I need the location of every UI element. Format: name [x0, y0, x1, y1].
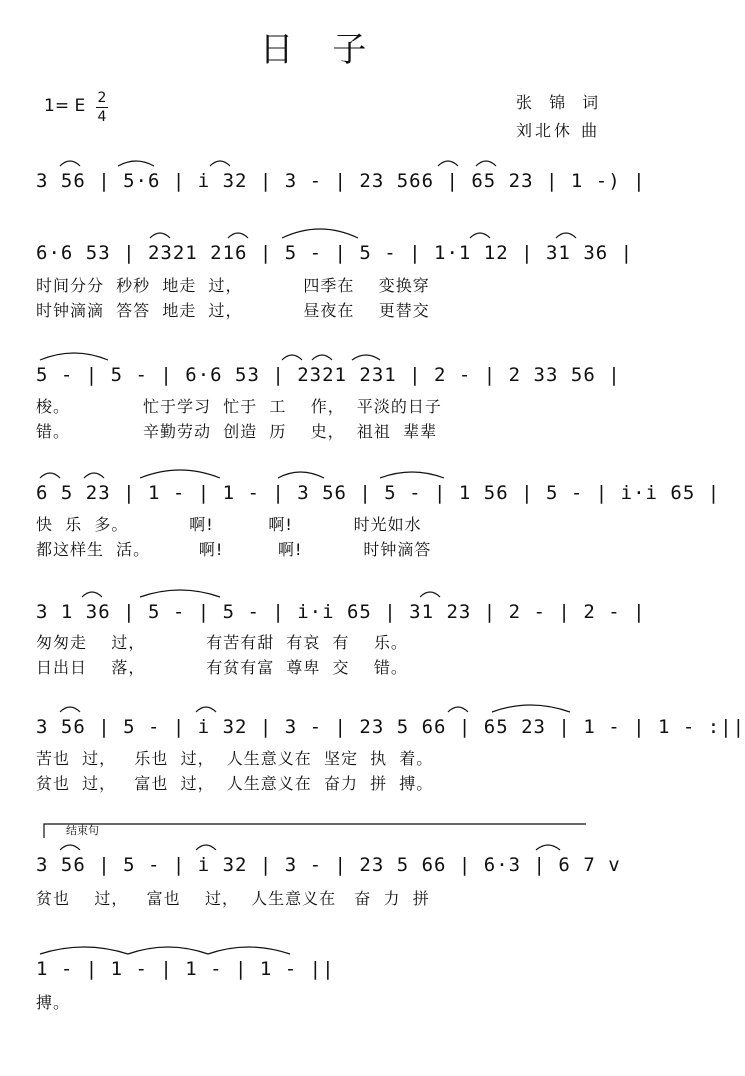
- slur: [536, 845, 560, 850]
- slur: [448, 707, 468, 712]
- slur: [196, 707, 216, 712]
- slur: [150, 233, 170, 238]
- notation-line-7: 3 56 | 5 - | i 32 | 3 - | 23 5 66 | 6·3 | 6 7 v: [36, 854, 621, 876]
- lyrics-4-verse-1: 快 乐 多。 啊! 啊! 时光如水: [36, 515, 422, 534]
- ending-bracket: [44, 824, 586, 838]
- slur: [312, 355, 332, 360]
- lyrics-8-verse-1: 搏。: [36, 993, 71, 1012]
- slur: [118, 161, 154, 166]
- composer-credit: 刘北休 曲: [516, 121, 601, 140]
- lyricist-credit: 张 锦 词: [516, 93, 605, 112]
- lyrics-2-verse-2: 时钟滴滴 答答 地走 过， 昼夜在 更替交: [36, 301, 430, 320]
- slur: [84, 473, 104, 478]
- slur: [352, 355, 380, 360]
- slur: [196, 845, 216, 850]
- lyrics-2-verse-1: 时间分分 秒秒 地走 过， 四季在 变换穿: [36, 276, 430, 295]
- slur: [420, 592, 440, 597]
- slur: [380, 472, 444, 478]
- notation-line-4: 6 5 23 | 1 - | 1 - | 3 56 | 5 - | 1 56 | 5 - | i·i 65 |: [36, 482, 721, 504]
- slur: [40, 473, 60, 478]
- slur: [210, 161, 230, 166]
- tie: [208, 947, 290, 954]
- slur: [282, 355, 302, 360]
- lyrics-5-verse-1: 匆匆走 过， 有苦有甜 有哀 有 乐。: [36, 633, 408, 652]
- lyrics-6-verse-1: 苦也 过， 乐也 过， 人生意义在 坚定 执 着。: [36, 749, 434, 768]
- time-signature: [96, 90, 108, 125]
- tie: [40, 947, 128, 954]
- notation-line-8: 1 - | 1 - | 1 - | 1 - ||: [36, 958, 335, 980]
- slur: [476, 161, 496, 166]
- slur: [228, 233, 248, 238]
- lyrics-4-verse-2: 都这样生 活。 啊! 啊! 时钟滴答: [36, 540, 432, 559]
- ending-label: 结束句: [66, 824, 99, 837]
- slur: [470, 233, 490, 238]
- slur: [60, 707, 80, 712]
- slur: [282, 229, 358, 238]
- time-signature-bottom: 4: [97, 109, 107, 125]
- lyrics-3-verse-2: 错。 辛勤劳动 创造 历 史， 祖祖 辈辈: [36, 422, 438, 441]
- slur: [492, 705, 570, 712]
- lyrics-6-verse-2: 贫也 过， 富也 过， 人生意义在 奋力 拼 搏。: [36, 774, 434, 793]
- notation-line-5: 3 1 36 | 5 - | 5 - | i·i 65 | 31 23 | 2 - | 2 - |: [36, 601, 646, 623]
- slur: [82, 592, 102, 597]
- notation-line-2: 6·6 53 | 2321 216 | 5 - | 5 - | 1·1 12 | 31 36 |: [36, 242, 634, 264]
- slur: [140, 590, 220, 597]
- song-title: 日 子: [259, 30, 381, 70]
- time-signature-line: [96, 107, 108, 108]
- slur: [278, 472, 324, 478]
- time-signature-top: 2: [97, 90, 107, 106]
- notation-line-6: 3 56 | 5 - | i 32 | 3 - | 23 5 66 | 65 23 | 1 - | 1 - :||: [36, 716, 745, 738]
- slur: [438, 161, 458, 166]
- slur: [40, 353, 108, 360]
- notation-line-1: 3 56 | 5·6 | i 32 | 3 - | 23 566 | 65 23 | 1 -) |: [36, 170, 646, 192]
- slur: [60, 161, 80, 166]
- tie: [128, 947, 208, 954]
- slur: [556, 233, 576, 238]
- notation-line-3: 5 - | 5 - | 6·6 53 | 2321 231 | 2 - | 2 33 56 |: [36, 364, 621, 386]
- key-signature: 1= E: [44, 96, 86, 116]
- lyrics-5-verse-2: 日出日 落， 有贫有富 尊卑 交 错。: [36, 658, 408, 677]
- slur: [60, 845, 80, 850]
- lyrics-3-verse-1: 梭。 忙于学习 忙于 工 作， 平淡的日子: [36, 397, 442, 416]
- lyrics-7-verse-1: 贫也 过， 富也 过， 人生意义在 奋 力 拼: [36, 889, 430, 908]
- slur: [140, 470, 220, 478]
